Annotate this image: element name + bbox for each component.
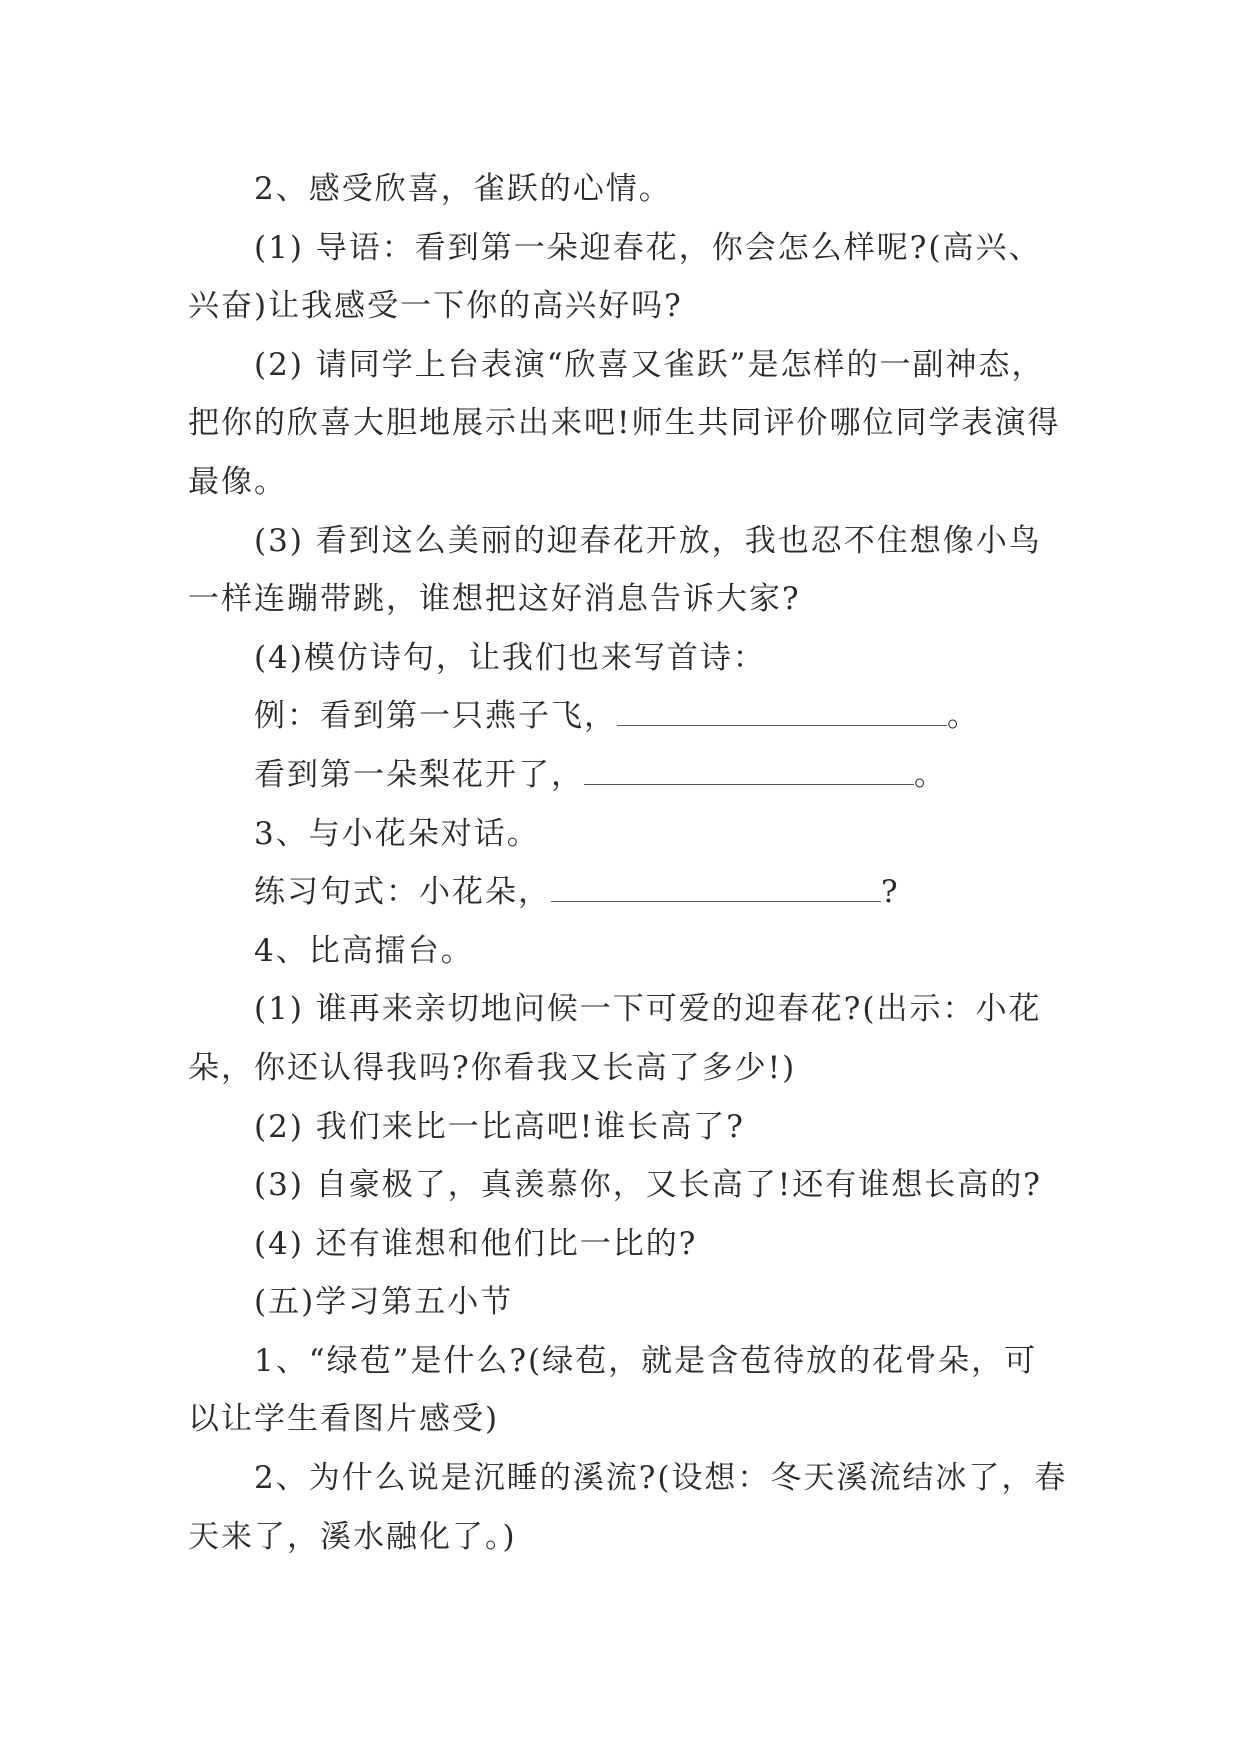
paragraph-item-4-2: (2) 我们来比一比高吧!谁长高了? bbox=[254, 1108, 745, 1145]
paragraph-item-4-4: (4) 还有谁想和他们比一比的? bbox=[254, 1225, 698, 1262]
paragraph-section-2-heading: 2、感受欣喜，雀跃的心情。 bbox=[254, 171, 672, 207]
paragraph-part-5-item-1: 1、“绿苞”是什么?(绿苞，就是含苞待放的花骨朵，可以让学生看图片感受) bbox=[188, 1342, 1038, 1438]
document-body bbox=[188, 160, 1068, 1566]
paragraph-item-4-3: (3) 自豪极了，真羡慕你，又长高了!还有谁想长高的? bbox=[254, 1167, 1042, 1204]
fill-blank-flower bbox=[551, 877, 881, 902]
paragraph-item-4: (4)模仿诗句，让我们也来写首诗： bbox=[254, 639, 766, 676]
paragraph-item-2: (2) 请同学上台表演“欣喜又雀跃”是怎样的一副神态，把你的欣喜大胆地展示出来吧!师生共同评价哪位同学表演得最像。 bbox=[188, 346, 1061, 500]
paragraph-section-3-heading: 3、与小花朵对话。 bbox=[254, 815, 540, 852]
paragraph-sentence-practice bbox=[188, 863, 1068, 922]
paragraph-item-4-1: (1) 谁再来亲切地问候一下可爱的迎春花?(出示：小花朵，你还认得我吗?你看我又长高了多少!) bbox=[188, 991, 1042, 1086]
sentence-practice-end: ? bbox=[881, 874, 900, 911]
paragraph-section-4-heading: 4、比高擂台。 bbox=[254, 932, 474, 969]
example-swallow-text: 例：看到第一只燕子飞， bbox=[254, 698, 617, 735]
example-pear-text: 看到第一朵梨花开了， bbox=[254, 756, 584, 793]
paragraph-example-pear bbox=[188, 746, 1068, 805]
paragraph-part-5-heading: (五)学习第五小节 bbox=[254, 1284, 514, 1321]
paragraph-item-1: (1) 导语：看到第一朵迎春花，你会怎么样呢?(高兴、兴奋)让我感受一下你的高兴好吗? bbox=[188, 229, 1042, 325]
fill-blank-pear bbox=[584, 760, 914, 785]
fill-blank-swallow bbox=[617, 701, 947, 726]
paragraph-part-5-item-2: 2、为什么说是沉睡的溪流?(设想：冬天溪流结冰了，春天来了，溪水融化了。) bbox=[188, 1460, 1068, 1555]
sentence-practice-text: 练习句式：小花朵， bbox=[254, 874, 551, 911]
example-swallow-end: 。 bbox=[947, 698, 980, 735]
example-pear-end: 。 bbox=[914, 756, 947, 793]
paragraph-example-swallow bbox=[188, 687, 1068, 746]
paragraph-item-3: (3) 看到这么美丽的迎春花开放，我也忍不住想像小鸟一样连蹦带跳，谁想把这好消息告诉大家? bbox=[188, 522, 1042, 618]
